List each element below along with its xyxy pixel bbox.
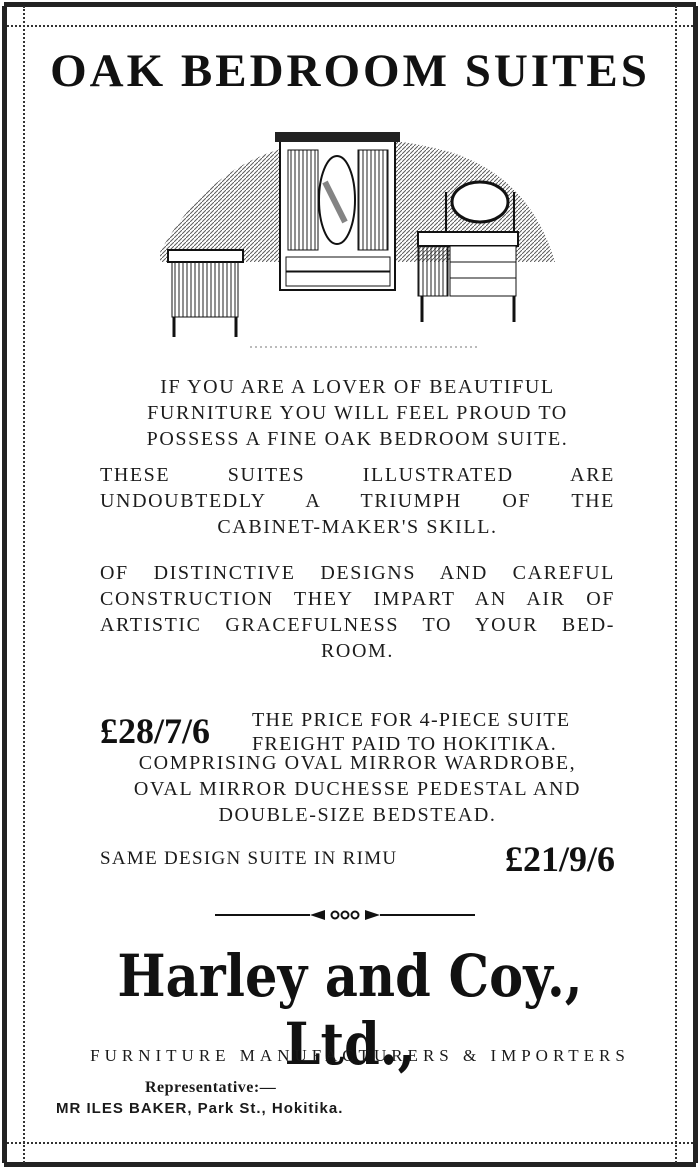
wardrobe-drawing bbox=[275, 132, 400, 290]
paragraph-line: ROOM. bbox=[320, 640, 394, 662]
paragraph-line: OF DISTINCTIVE DESIGNS AND CAREFUL bbox=[100, 562, 615, 584]
price-description bbox=[252, 708, 615, 756]
border-top bbox=[4, 2, 696, 27]
price-line: THE PRICE FOR 4-PIECE SUITE bbox=[252, 709, 571, 731]
paragraph-line: THESE SUITES ILLUSTRATED ARE bbox=[100, 464, 615, 486]
paragraph-line: ARTISTIC GRACEFULNESS TO YOUR BED- bbox=[100, 614, 615, 636]
bedroom-suite-illustration bbox=[150, 122, 570, 362]
paragraph-comprising bbox=[100, 750, 615, 828]
border-left bbox=[2, 6, 25, 1163]
price-line: FREIGHT PAID TO HOKITIKA. bbox=[252, 733, 558, 755]
ornamental-divider bbox=[215, 905, 475, 925]
headline: OAK BEDROOM SUITES bbox=[50, 45, 650, 97]
paragraph-line: FURNITURE YOU WILL FEEL PROUD TO bbox=[147, 402, 568, 424]
paragraph-line: IF YOU ARE A LOVER OF BEAUTIFUL bbox=[160, 376, 555, 398]
paragraph-triumph bbox=[100, 462, 615, 540]
paragraph-lover bbox=[100, 374, 615, 452]
representative-label: Representative:— bbox=[145, 1079, 277, 1096]
border-right bbox=[675, 6, 698, 1163]
paragraph-designs bbox=[100, 560, 615, 664]
border-bottom bbox=[4, 1142, 696, 1167]
paragraph-line: COMPRISING OVAL MIRROR WARDROBE, bbox=[138, 752, 577, 774]
paragraph-line: OVAL MIRROR DUCHESSE PEDESTAL AND bbox=[133, 778, 582, 800]
paragraph-line: UNDOUBTEDLY A TRIUMPH OF THE bbox=[100, 490, 615, 512]
rimu-description: SAME DESIGN SUITE IN RIMU bbox=[100, 848, 398, 869]
paragraph-line: CABINET-MAKER'S SKILL. bbox=[217, 516, 498, 538]
rimu-price-block bbox=[100, 838, 615, 888]
trade-description: FURNITURE MANUFACTURERS & IMPORTERS bbox=[90, 1046, 630, 1065]
pedestal-drawing bbox=[168, 250, 243, 337]
rimu-amount: £21/9/6 bbox=[504, 839, 615, 879]
paragraph-line: DOUBLE-SIZE BEDSTEAD. bbox=[218, 804, 497, 826]
paragraph-line: POSSESS A FINE OAK BEDROOM SUITE. bbox=[146, 428, 569, 450]
representative-name: MR ILES BAKER, Park St., Hokitika. bbox=[56, 1100, 344, 1117]
paragraph-line: CONSTRUCTION THEY IMPART AN AIR OF bbox=[100, 588, 615, 610]
company-name: Harley and Coy., Ltd., bbox=[117, 942, 583, 1078]
price-amount: £28/7/6 bbox=[100, 711, 211, 751]
